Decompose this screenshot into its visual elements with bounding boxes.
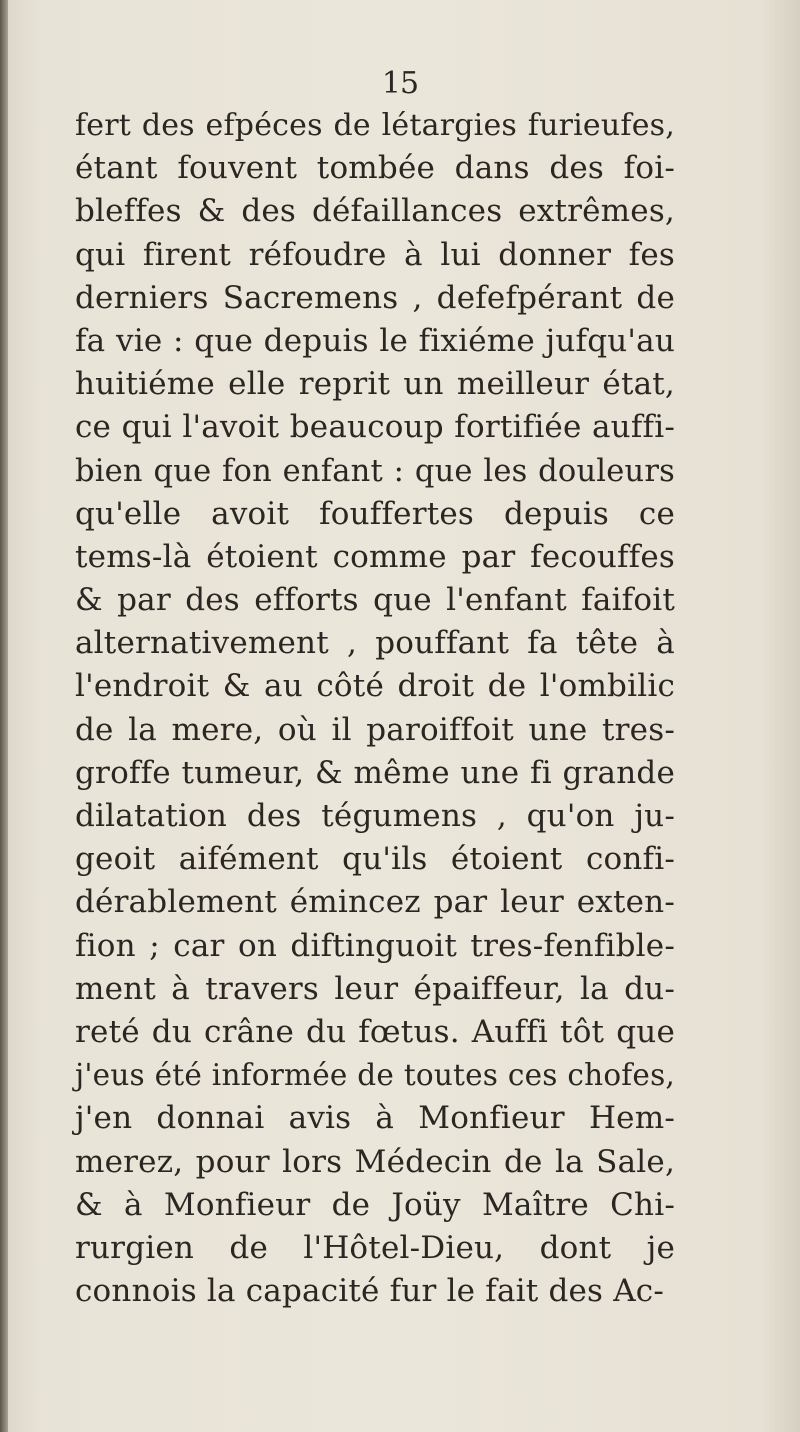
page-number: 15 bbox=[381, 66, 419, 101]
text-line-23: j'eus été informée de toutes ces chofes, bbox=[75, 1058, 675, 1093]
book-spine-shadow bbox=[0, 0, 8, 1432]
text-line-3: bleffes & des défaillances extrêmes, bbox=[75, 193, 675, 230]
text-line-16: groffe tumeur, & même une fi grande bbox=[75, 754, 675, 791]
text-line-6: fa vie : que depuis le fixiéme jufqu'au bbox=[75, 322, 675, 359]
text-line-18: geoit aifément qu'ils étoient confi- bbox=[75, 841, 675, 878]
text-line-19: dérablement émincez par leur exten- bbox=[75, 884, 675, 921]
text-line-25: merez, pour lors Médecin de la Sale, bbox=[75, 1143, 675, 1180]
text-line-2: étant fouvent tombée dans des foi- bbox=[75, 150, 675, 187]
text-line-20: fion ; car on diftinguoit tres-fenfible- bbox=[75, 927, 675, 964]
text-line-7: huitiéme elle reprit un meilleur état, bbox=[75, 366, 675, 403]
text-line-4: qui firent réfoudre à lui donner fes bbox=[75, 236, 675, 273]
text-line-1: fert des efpéces de létargies furieufes, bbox=[75, 108, 675, 143]
text-line-13: alternativement , pouffant fa tête à bbox=[75, 625, 675, 662]
text-line-5: derniers Sacremens , defefpérant de bbox=[75, 279, 675, 316]
text-line-14: l'endroit & au côté droit de l'ombilic bbox=[75, 668, 675, 705]
text-line-11: tems-là étoient comme par fecouffes bbox=[75, 538, 675, 575]
text-line-28: connois la capacité fur le fait des Ac- bbox=[75, 1273, 665, 1310]
text-line-17: dilatation des tégumens , qu'on ju- bbox=[75, 798, 675, 834]
text-line-21: ment à travers leur épaiffeur, la du- bbox=[75, 970, 675, 1007]
text-line-15: de la mere, où il paroiffoit une tres- bbox=[75, 711, 675, 748]
text-line-27: rurgien de l'Hôtel-Dieu, dont je bbox=[75, 1229, 675, 1266]
text-line-8: ce qui l'avoit beaucoup fortifiée auffi- bbox=[75, 409, 675, 446]
text-line-10: qu'elle avoit fouffertes depuis ce bbox=[75, 495, 675, 532]
body-text bbox=[75, 104, 675, 1313]
text-line-26: & à Monfieur de Joüy Maître Chi- bbox=[75, 1186, 675, 1223]
text-line-22: reté du crâne du fœtus. Auffi tôt que bbox=[75, 1013, 675, 1050]
text-line-12: & par des efforts que l'enfant faifoit bbox=[75, 582, 675, 619]
text-line-9: bien que fon enfant : que les douleurs bbox=[75, 453, 675, 489]
text-line-24: j'en donnai avis à Monfieur Hem- bbox=[75, 1100, 675, 1137]
